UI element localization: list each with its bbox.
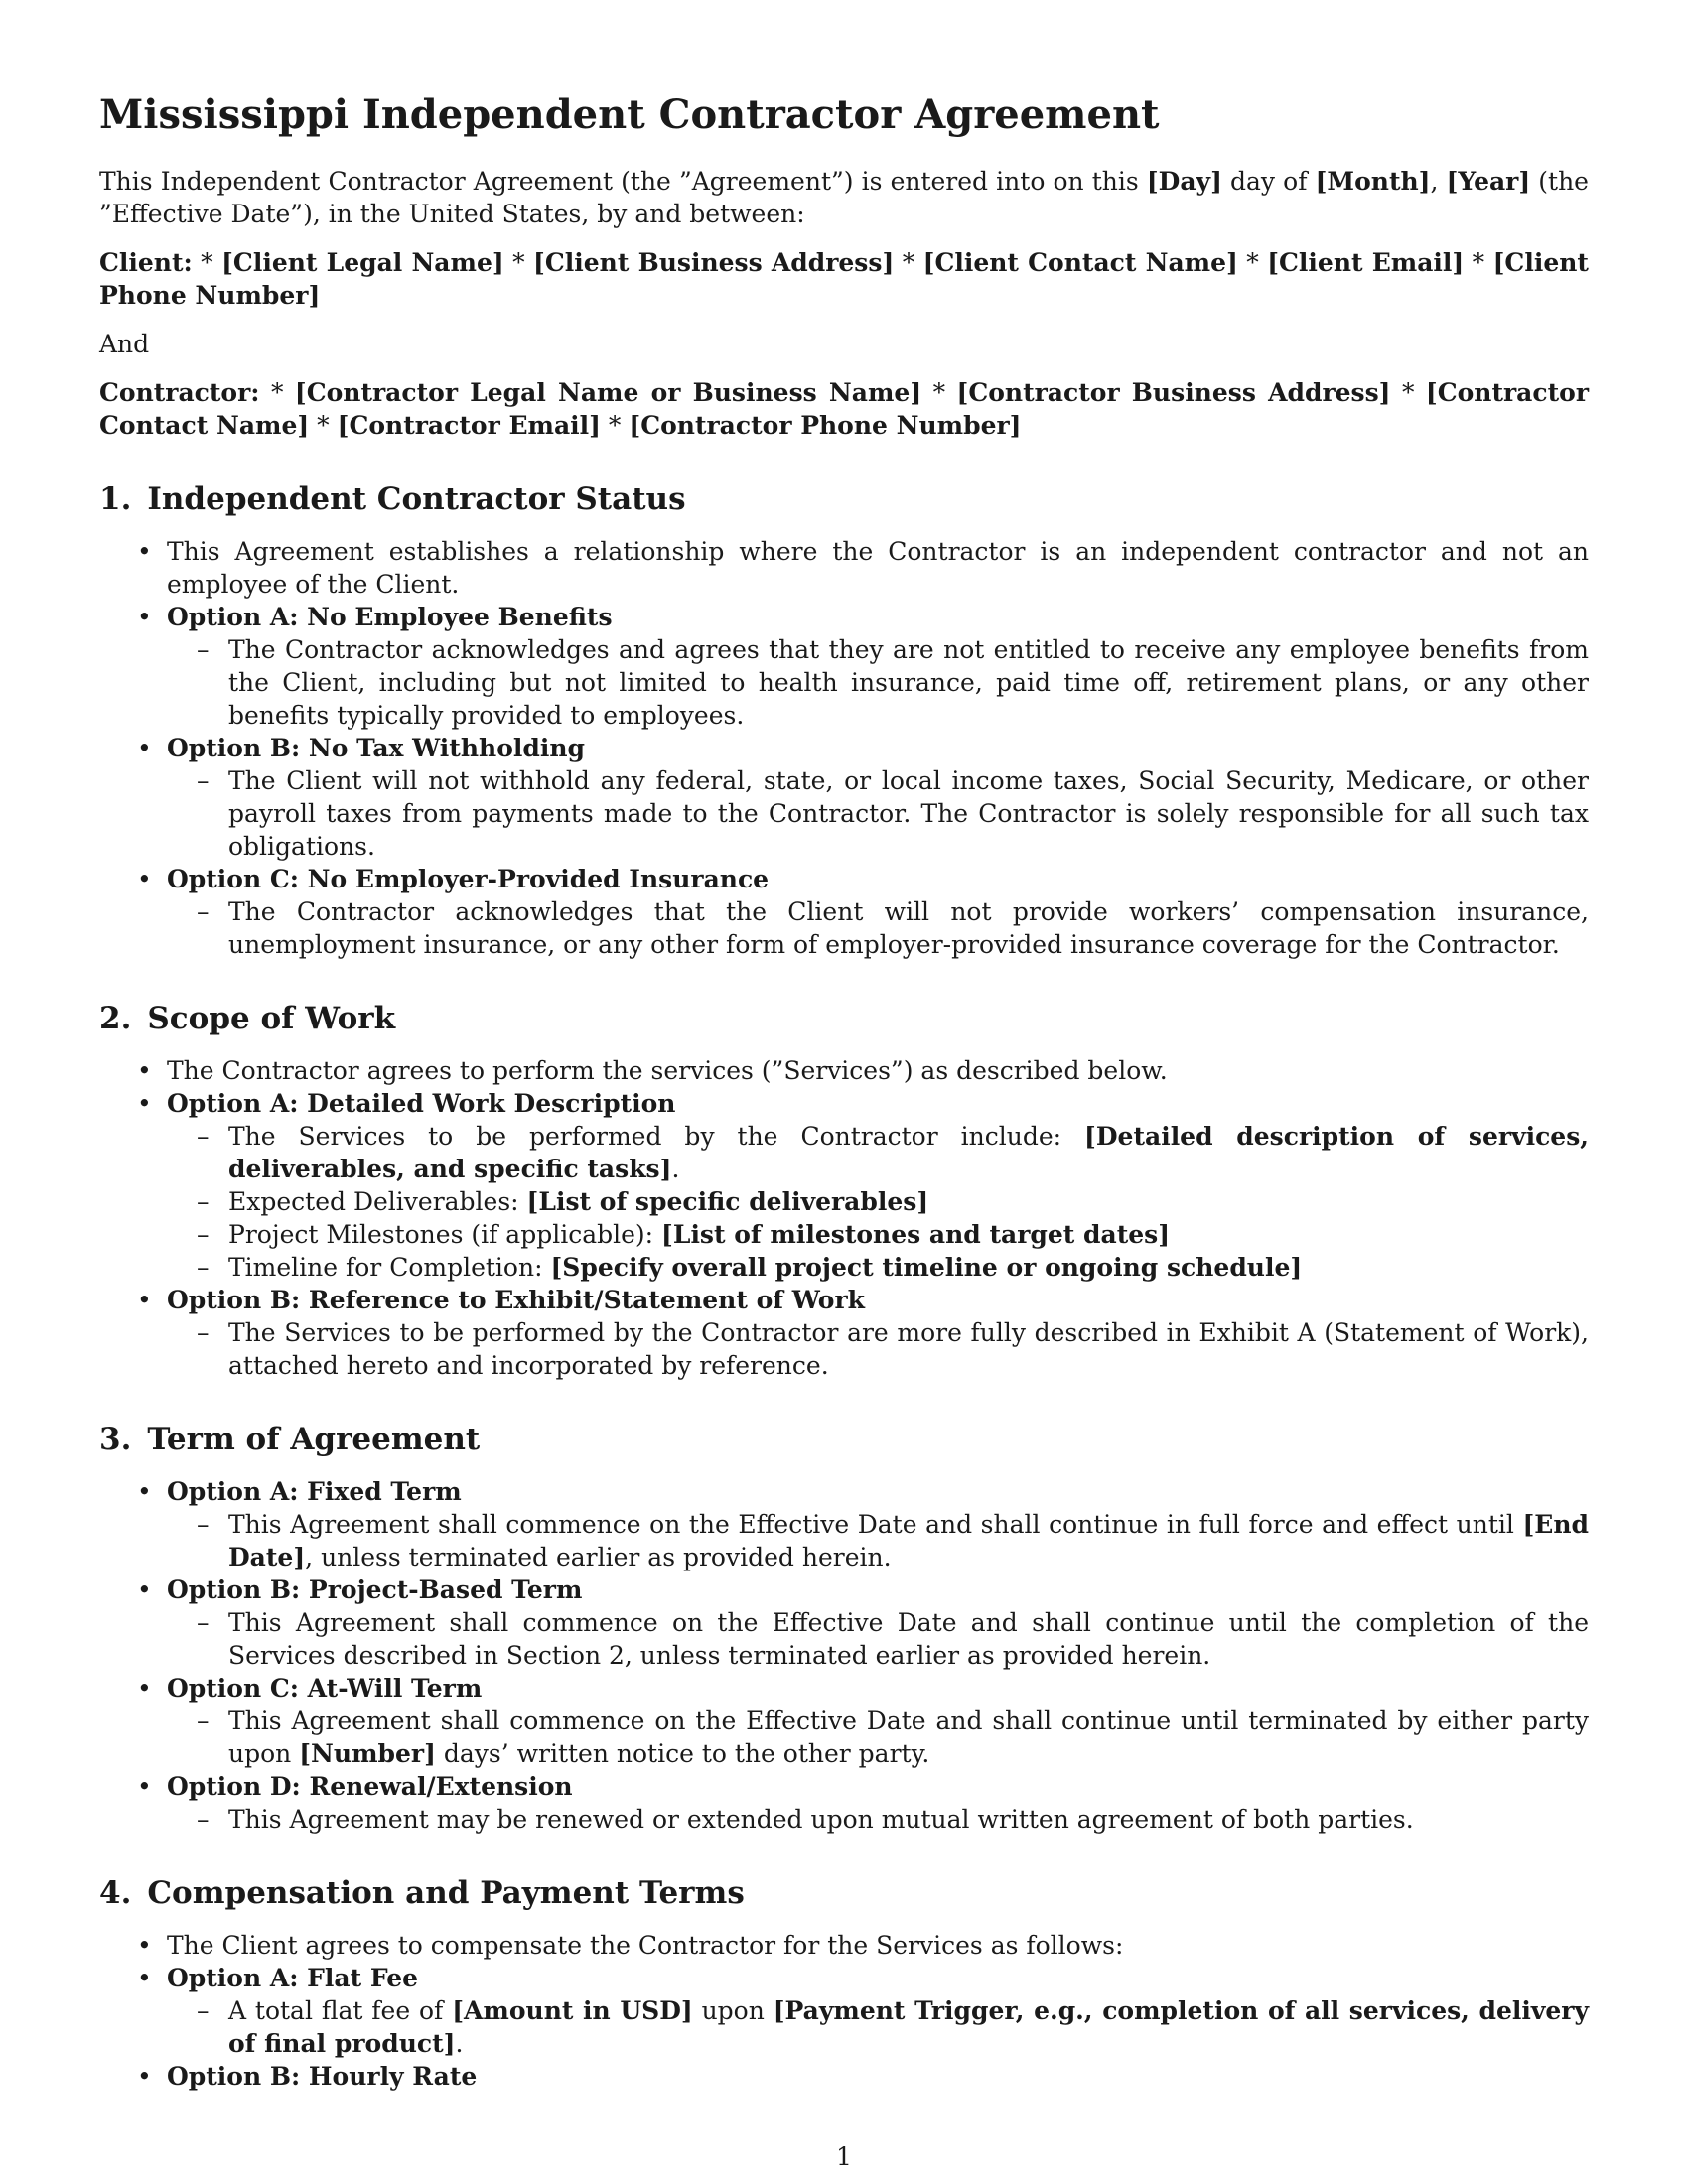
- sub-list: [167, 1705, 1589, 1770]
- sub-list: [167, 1994, 1589, 2060]
- list-item: • This Agreement establishes a relationship where the Contractor is an independent contractor and not an employee of the Client.: [99, 535, 1589, 601]
- section-2-heading: [99, 999, 1589, 1038]
- option-title: Option A: Flat Fee: [167, 1964, 419, 1992]
- section-number: 4.: [99, 1875, 132, 1911]
- separator: *: [1390, 378, 1426, 407]
- sub-list-item: [167, 1508, 1589, 1573]
- sub-list-item: – This Agreement may be renewed or extended upon mutual written agreement of both parties.: [167, 1803, 1589, 1836]
- sub-list-item: – The Contractor acknowledges and agrees that they are not entitled to receive any employee benefits from the Client, including but not limited to health insurance, paid time off, retirement plans, or any other benefits typically provided to employees.: [167, 633, 1589, 732]
- deliverables-field: [List of specific deliverables]: [526, 1187, 929, 1216]
- document-title: Mississippi Independent Contractor Agreement: [99, 91, 1160, 138]
- section-1-heading: [99, 479, 1589, 519]
- section-4-heading: [99, 1873, 1589, 1913]
- list-item: [99, 1284, 1589, 1382]
- sub-list: [167, 1120, 1589, 1284]
- sub-list: [167, 1316, 1589, 1382]
- separator: *: [259, 378, 295, 407]
- section-3-heading: [99, 1420, 1589, 1459]
- sub-list-item: – The Contractor acknowledges that the Client will not provide workers’ compensation insurance, unemployment insurance, or any other form of employer-provided insurance coverage for the Contractor.: [167, 895, 1589, 961]
- option-title: Option C: At-Will Term: [167, 1674, 483, 1703]
- list-item: [99, 1573, 1589, 1672]
- list-item: [99, 601, 1589, 732]
- item-text: This Agreement shall commence on the Effective Date and shall continue in full force and effect until: [228, 1510, 1523, 1539]
- client-label: Client:: [99, 248, 193, 277]
- item-text: The Services to be performed by the Contractor include:: [228, 1122, 1085, 1151]
- client-contact-field: [Client Contact Name]: [922, 248, 1238, 277]
- option-title: Option A: No Employee Benefits: [167, 603, 613, 631]
- separator: *: [894, 248, 923, 277]
- option-title: Option B: No Tax Withholding: [167, 734, 586, 762]
- and-text: And: [99, 330, 150, 358]
- item-text: Project Milestones (if applicable):: [228, 1220, 662, 1249]
- contractor-label: Contractor:: [99, 378, 260, 407]
- end-date-field: [End Date]: [228, 1510, 1589, 1571]
- sub-list: [167, 764, 1589, 863]
- document-page: [99, 81, 1589, 2093]
- year-field: [Year]: [1446, 167, 1531, 196]
- separator: *: [1237, 248, 1268, 277]
- sub-list-item: [167, 1185, 1589, 1218]
- list-item: [99, 1672, 1589, 1770]
- milestones-field: [List of milestones and target dates]: [661, 1220, 1171, 1249]
- client-block: [99, 246, 1589, 312]
- amount-field: [Amount in USD]: [452, 1996, 693, 2025]
- client-address-field: [Client Business Address]: [533, 248, 895, 277]
- separator: *: [503, 248, 534, 277]
- list-item: • The Client agrees to compensate the Contractor for the Services as follows:: [99, 1929, 1589, 1962]
- contractor-phone-field: [Contractor Phone Number]: [629, 411, 1022, 440]
- sub-list-item: [167, 1705, 1589, 1770]
- section-1-list: [99, 535, 1589, 961]
- sub-list-item: [167, 1994, 1589, 2060]
- separator: *: [309, 411, 338, 440]
- separator: *: [192, 248, 222, 277]
- separator: *: [1464, 248, 1493, 277]
- section-title: Term of Agreement: [147, 1422, 481, 1457]
- option-title: Option B: Hourly Rate: [167, 2062, 478, 2091]
- item-text: .: [671, 1155, 680, 1183]
- option-title: Option B: Reference to Exhibit/Statement of Work: [167, 1286, 865, 1314]
- sub-list: [167, 1508, 1589, 1573]
- option-title: Option A: Detailed Work Description: [167, 1089, 676, 1118]
- item-text: upon: [692, 1996, 774, 2025]
- section-number: 3.: [99, 1422, 132, 1457]
- intro-text: ,: [1430, 167, 1447, 196]
- item-text: Expected Deliverables:: [228, 1187, 527, 1216]
- item-text: A total flat fee of: [228, 1996, 453, 2025]
- day-field: [Day]: [1146, 167, 1222, 196]
- sub-list: [167, 895, 1589, 961]
- client-email-field: [Client Email]: [1267, 248, 1465, 277]
- intro-text: day of: [1221, 167, 1316, 196]
- list-item: [99, 863, 1589, 961]
- contractor-block: [99, 376, 1589, 442]
- contractor-address-field: [Contractor Business Address]: [956, 378, 1391, 407]
- timeline-field: [Specify overall project timeline or ongoing schedule]: [550, 1253, 1303, 1282]
- section-number: 1.: [99, 481, 132, 517]
- client-legal-name-field: [Client Legal Name]: [221, 248, 504, 277]
- item-text: This Agreement shall commence on the Effective Date and shall continue until terminated by either party upon: [228, 1706, 1589, 1768]
- sub-list-item: [167, 1218, 1589, 1251]
- option-title: Option A: Fixed Term: [167, 1477, 462, 1506]
- services-description-field: [Detailed description of services, deliverables, and specific tasks]: [228, 1122, 1589, 1183]
- option-title: Option B: Project-Based Term: [167, 1575, 583, 1604]
- page-number: 1: [836, 2142, 852, 2171]
- contractor-contact-field: [Contractor Contact Name]: [99, 378, 1589, 440]
- list-item: [99, 2060, 1589, 2093]
- contractor-email-field: [Contractor Email]: [337, 411, 601, 440]
- sub-list-item: [167, 1251, 1589, 1284]
- section-2-list: [99, 1054, 1589, 1382]
- section-4-list: [99, 1929, 1589, 2093]
- section-title: Independent Contractor Status: [147, 481, 686, 517]
- section-title: Scope of Work: [147, 1001, 396, 1036]
- intro-text: This Independent Contractor Agreement (the ”Agreement”) is entered into on this: [99, 167, 1147, 196]
- section-number: 2.: [99, 1001, 132, 1036]
- sub-list-item: – This Agreement shall commence on the Effective Date and shall continue until the completion of the Services described in Section 2, unless terminated earlier as provided herein.: [167, 1606, 1589, 1672]
- sub-list: [167, 1606, 1589, 1672]
- notice-days-field: [Number]: [299, 1739, 436, 1768]
- payment-trigger-field: [Payment Trigger, e.g., completion of all services, delivery of final product]: [228, 1996, 1590, 2058]
- month-field: [Month]: [1315, 167, 1431, 196]
- sub-list-item: – The Services to be performed by the Contractor are more fully described in Exhibit A (Statement of Work), attached hereto and incorporated by reference.: [167, 1316, 1589, 1382]
- list-item: • The Contractor agrees to perform the services (”Services”) as described below.: [99, 1054, 1589, 1087]
- separator: *: [921, 378, 957, 407]
- item-text: .: [455, 2029, 464, 2058]
- section-3-list: [99, 1475, 1589, 1836]
- separator: *: [600, 411, 630, 440]
- intro-paragraph: [99, 165, 1589, 230]
- item-text: , unless terminated earlier as provided herein.: [305, 1543, 892, 1571]
- section-title: Compensation and Payment Terms: [147, 1875, 745, 1911]
- sub-list-item: [167, 1120, 1589, 1185]
- list-item: [99, 1475, 1589, 1573]
- sub-list: [167, 633, 1589, 732]
- list-item: [99, 1770, 1589, 1836]
- list-item: [99, 1962, 1589, 2060]
- list-item: [99, 732, 1589, 863]
- item-text: days’ written notice to the other party.: [435, 1739, 930, 1768]
- intro-text: (the ”Effective Date”), in the United States, by and between:: [99, 167, 1589, 228]
- contractor-legal-name-field: [Contractor Legal Name or Business Name]: [294, 378, 922, 407]
- option-title: Option C: No Employer-Provided Insurance: [167, 865, 770, 893]
- list-item: [99, 1087, 1589, 1284]
- client-phone-field: [Client Phone Number]: [99, 248, 1589, 310]
- sub-list-item: – The Client will not withhold any federal, state, or local income taxes, Social Security, Medicare, or other payroll taxes from payments made to the Contractor. The Contractor is solely responsible for all such tax obligations.: [167, 764, 1589, 863]
- sub-list: [167, 1803, 1589, 1836]
- item-text: Timeline for Completion:: [228, 1253, 551, 1282]
- option-title: Option D: Renewal/Extension: [167, 1772, 573, 1801]
